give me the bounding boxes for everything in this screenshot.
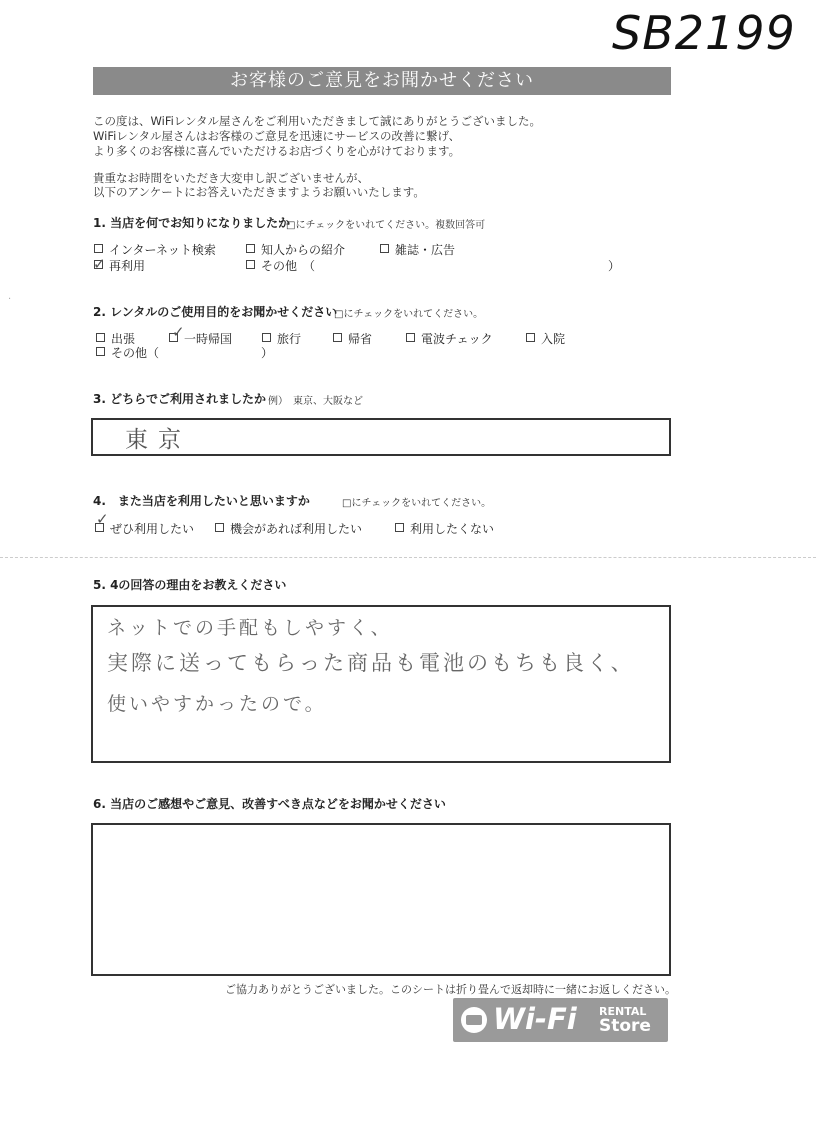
q6-answer-box[interactable] (91, 823, 671, 976)
q5-answer-line-1: ネットでの手配もしやすく、 (107, 617, 393, 639)
form-title: お客様のご意見をお聞かせください (93, 67, 671, 95)
q2-option-other[interactable]: その他（ (96, 344, 159, 361)
q1-option-magazine[interactable]: 雑誌・広告 (380, 241, 455, 258)
q5-title: 5. 4の回答の理由をお教えください (93, 578, 287, 592)
q3-answer-box[interactable] (91, 418, 671, 456)
q2-option-hospital[interactable]: 入院 (526, 330, 565, 347)
checkbox-icon (94, 244, 103, 253)
q5-answer-line-2: 実際に送ってもらった商品も電池のもちも良く、 (107, 651, 635, 675)
q1-option-other[interactable]: その他 （ (246, 257, 315, 274)
q1-note: □にチェックをいれてください。複数回答可 (286, 220, 486, 231)
q1-other-close: ） (608, 259, 621, 273)
q1-option-reuse[interactable]: 再利用 (94, 257, 145, 274)
q2-option-business[interactable]: 出張 (96, 330, 135, 347)
intro-line-2: WiFiレンタル屋さんはお客様のご意見を迅速にサービスの改善に繋げ、 (93, 129, 461, 143)
check-mark-icon: ✓ (93, 255, 106, 273)
checkbox-icon (333, 333, 342, 342)
checkbox-icon (526, 333, 535, 342)
intro-line-5: 以下のアンケートにお答えいただきますようお願いいたします。 (93, 185, 425, 199)
crown-icon (461, 1007, 487, 1033)
intro-line-1: この度は、WiFiレンタル屋さんをご利用いただきまして誠にありがとうございました。 (93, 114, 542, 128)
check-mark-icon: ✓ (96, 510, 109, 528)
q4-title: 4. また当店を利用したいと思いますか (93, 494, 310, 508)
q3-title: 3. どちらでご利用されましたか (93, 392, 266, 406)
q1-option-internet[interactable]: インターネット検索 (94, 241, 216, 258)
check-mark-icon: ✓ (172, 323, 185, 341)
checkbox-icon (246, 244, 255, 253)
checkbox-icon (246, 260, 255, 269)
q2-option-homecoming[interactable]: 帰省 (333, 330, 372, 347)
checkbox-icon (262, 333, 271, 342)
checkbox-icon (96, 347, 105, 356)
q2-option-signal-check[interactable]: 電波チェック (406, 330, 493, 347)
fold-line (0, 557, 816, 558)
wifi-rental-store-logo: Wi-Fi RENTAL Store (453, 998, 668, 1042)
q3-answer-text: 東京 (125, 427, 191, 453)
checkbox-icon (380, 244, 389, 253)
q2-option-home-visit[interactable]: 一時帰国 (169, 330, 232, 347)
checkbox-icon (395, 523, 404, 532)
checkbox-icon (96, 333, 105, 342)
q1-title: 1. 当店を何でお知りになりましたか (93, 216, 291, 230)
q2-option-travel[interactable]: 旅行 (262, 330, 301, 347)
q2-note: □にチェックをいれてください。 (334, 309, 484, 320)
scan-mark: · (8, 294, 12, 305)
q5-answer-box[interactable] (91, 605, 671, 763)
handwritten-code: SB2199 (612, 6, 796, 60)
thanks-note: ご協力ありがとうございました。このシートは折り畳んで返却時に一緒にお返しください。 (225, 983, 676, 996)
checkbox-icon (215, 523, 224, 532)
q4-note: □にチェックをいれてください。 (342, 498, 492, 509)
intro-line-4: 貴重なお時間をいただき大変申し訳ございませんが、 (93, 171, 369, 185)
q4-option-if-chance[interactable]: 機会があれば利用したい (215, 520, 362, 537)
q6-title: 6. 当店のご感想やご意見、改善すべき点などをお聞かせください (93, 797, 446, 811)
q1-option-referral[interactable]: 知人からの紹介 (246, 241, 345, 258)
q4-option-no[interactable]: 利用したくない (395, 520, 494, 537)
intro-line-3: より多くのお客様に喜んでいただけるお店づくりを心がけております。 (93, 144, 461, 158)
checkbox-icon (406, 333, 415, 342)
q4-option-definitely[interactable]: ぜひ利用したい (95, 520, 194, 537)
q5-answer-line-3: 使いやすかったので。 (107, 693, 327, 715)
q3-note: 例） 東京、大阪など (268, 396, 363, 407)
q2-other-close: ） (261, 346, 274, 360)
q2-title: 2. レンタルのご使用目的をお聞かせください (93, 305, 338, 319)
